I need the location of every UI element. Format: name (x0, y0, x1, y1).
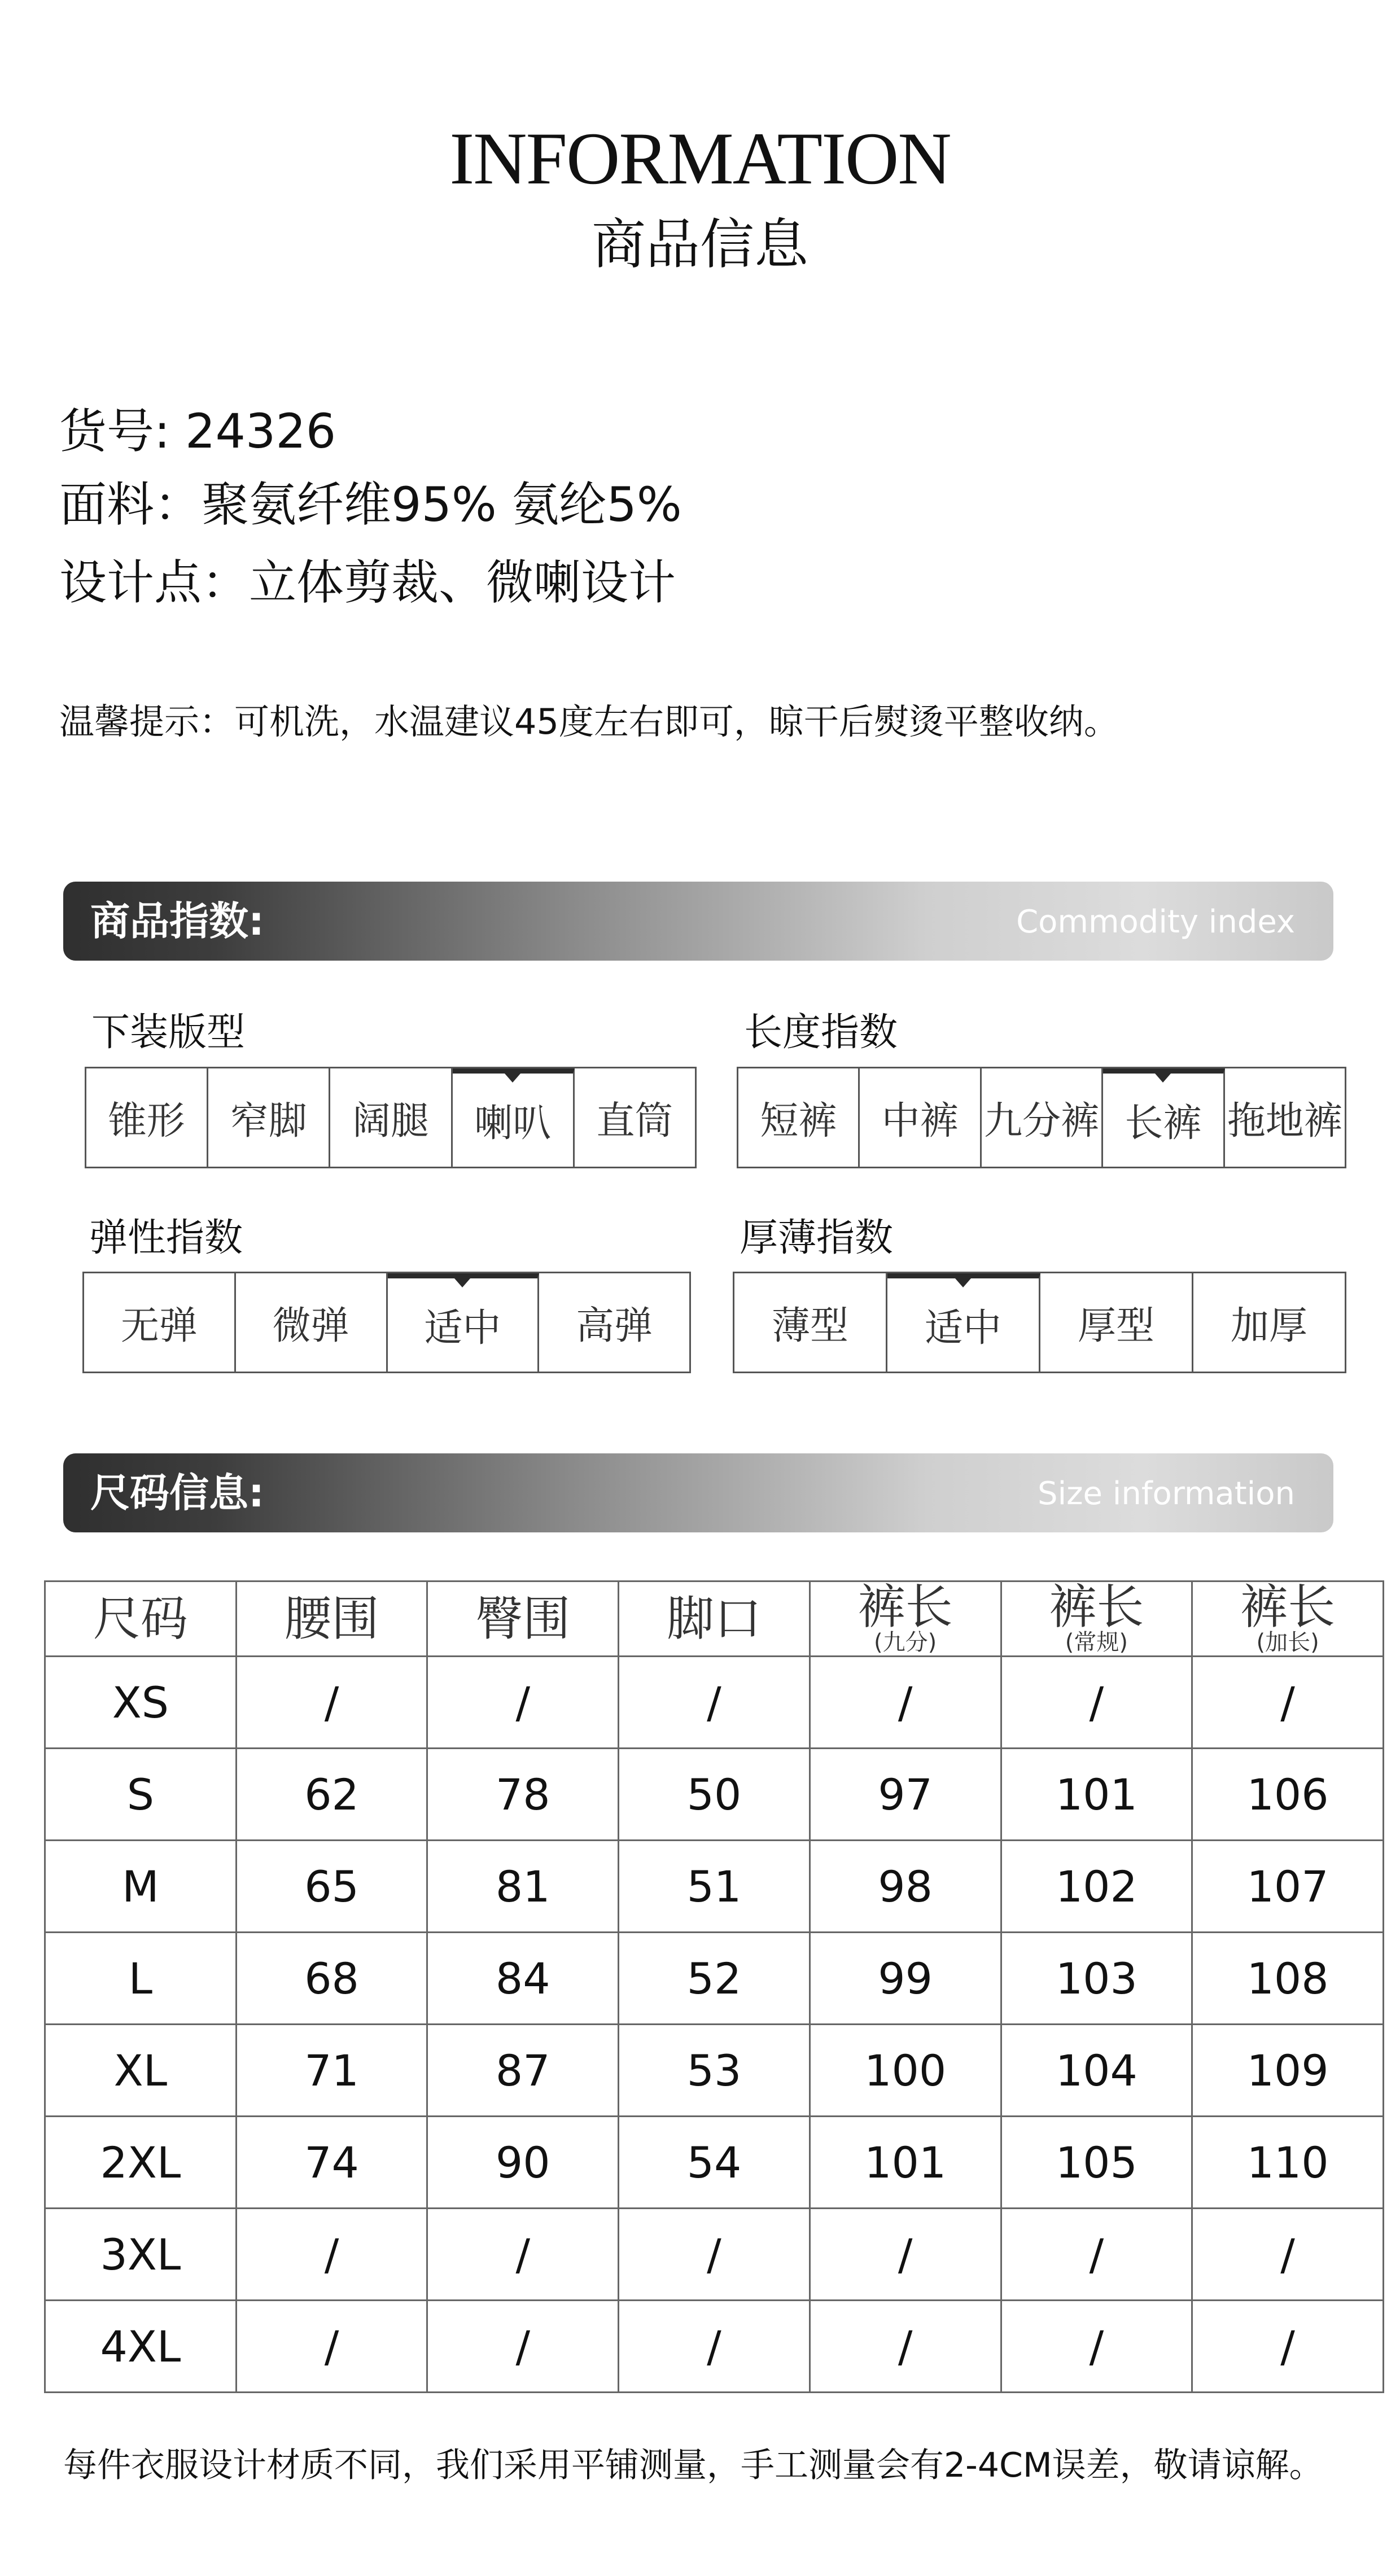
cell-hip: 87 (427, 2025, 619, 2117)
fit-options (85, 1067, 697, 1168)
header-waist (236, 1581, 427, 1657)
cell-length-long: 106 (1192, 1749, 1384, 1841)
header-hem (619, 1581, 810, 1657)
elasticity-options (82, 1272, 691, 1373)
option-fit-wide: 阔腿 (330, 1068, 452, 1167)
cell-length-regular: / (1001, 1657, 1192, 1749)
cell-length-long: 110 (1192, 2117, 1384, 2209)
thickness-options (733, 1272, 1346, 1373)
cell-length-long: 109 (1192, 2025, 1384, 2117)
cell-waist: 65 (236, 1841, 427, 1933)
cell-size: 2XL (45, 2117, 237, 2209)
table-row (45, 1657, 1384, 1749)
table-row (45, 2117, 1384, 2209)
cell-length-regular: 104 (1001, 2025, 1192, 2117)
product-fabric: 面料：聚氨纤维95% 氨纶5% (59, 477, 682, 532)
cell-hip: 84 (427, 1933, 619, 2025)
cell-waist: 62 (236, 1749, 427, 1841)
option-elastic-medium: 适中 (388, 1273, 540, 1372)
cell-length-ninth: / (810, 2209, 1001, 2301)
option-thickness-thin: 薄型 (734, 1273, 887, 1372)
cell-hip: 90 (427, 2117, 619, 2209)
size-table (44, 1580, 1384, 2393)
cell-size: XL (45, 2025, 237, 2117)
cell-length-regular: 101 (1001, 1749, 1192, 1841)
option-fit-tapered: 锥形 (86, 1068, 208, 1167)
table-row (45, 2301, 1384, 2393)
cell-hip: 78 (427, 1749, 619, 1841)
header-size (45, 1581, 237, 1657)
cell-hem: 53 (619, 2025, 810, 2117)
option-elastic-high: 高弹 (576, 1303, 653, 1348)
cell-length-long: 108 (1192, 1933, 1384, 2025)
cell-length-regular: / (1001, 2209, 1192, 2301)
size-info-banner (63, 1453, 1333, 1532)
cell-size: L (45, 1933, 237, 2025)
size-info-title: 尺码信息: (90, 1470, 264, 1516)
group-label-thickness: 厚薄指数 (740, 1216, 894, 1260)
option-length-shorts: 短裤 (738, 1068, 860, 1167)
cell-length-regular: 105 (1001, 2117, 1192, 2209)
page-title-cn: 商品信息 (592, 213, 808, 276)
commodity-index-title: 商品指数: (90, 898, 264, 944)
table-row (45, 2209, 1384, 2301)
header-length-long (1192, 1581, 1384, 1657)
cell-length-long: / (1192, 1657, 1384, 1749)
option-fit-straight: 直筒 (596, 1098, 673, 1144)
cell-length-long: / (1192, 2209, 1384, 2301)
cell-hem: 51 (619, 1841, 810, 1933)
header-length-regular-label: 裤长 (1049, 1579, 1144, 1635)
cell-hem: / (619, 2209, 810, 2301)
cell-hem: 50 (619, 1749, 810, 1841)
option-length-mid: 中裤 (860, 1068, 981, 1167)
cell-waist: / (236, 2301, 427, 2393)
header-hem-label: 脚口 (666, 1591, 762, 1646)
option-length-floor: 拖地裤 (1227, 1098, 1342, 1144)
option-thickness-medium: 适中 (887, 1273, 1040, 1372)
group-label-elasticity: 弹性指数 (89, 1216, 243, 1260)
care-tip: 温馨提示：可机洗，水温建议45度左右即可，晾干后熨烫平整收纳。 (59, 701, 1119, 742)
header-length-ninth-label: 裤长 (858, 1579, 953, 1635)
header-waist-label: 腰围 (284, 1591, 379, 1646)
table-row (45, 1749, 1384, 1841)
header-length-long-sub: (加长) (1256, 1629, 1319, 1655)
cell-length-ninth: 97 (810, 1749, 1001, 1841)
option-fit-flare: 喇叭 (453, 1068, 575, 1167)
header-length-regular (1001, 1581, 1192, 1657)
cell-length-ninth: / (810, 1657, 1001, 1749)
length-options (737, 1067, 1346, 1168)
cell-size: 4XL (45, 2301, 237, 2393)
cell-size: XS (45, 1657, 237, 1749)
cell-hem: / (619, 1657, 810, 1749)
header-length-long-label: 裤长 (1240, 1579, 1336, 1635)
cell-waist: / (236, 1657, 427, 1749)
cell-length-regular: 102 (1001, 1841, 1192, 1933)
cell-length-regular: 103 (1001, 1933, 1192, 2025)
header-length-ninth-sub: (九分) (874, 1629, 937, 1655)
cell-length-ninth: / (810, 2301, 1001, 2393)
option-elastic-none: 无弹 (84, 1273, 236, 1372)
option-elastic-slight: 微弹 (236, 1273, 388, 1372)
table-row (45, 1933, 1384, 2025)
cell-hip: / (427, 1657, 619, 1749)
group-label-length: 长度指数 (744, 1010, 898, 1055)
option-length-long: 长裤 (1103, 1068, 1224, 1167)
cell-waist: 71 (236, 2025, 427, 2117)
group-label-fit: 下装版型 (91, 1010, 246, 1055)
cell-hip: 81 (427, 1841, 619, 1933)
product-design: 设计点：立体剪裁、微喇设计 (59, 555, 676, 610)
cell-length-ninth: 98 (810, 1841, 1001, 1933)
cell-hip: / (427, 2301, 619, 2393)
cell-length-regular: / (1001, 2301, 1192, 2393)
header-length-regular-sub: (常规) (1065, 1629, 1128, 1655)
cell-length-long: 107 (1192, 1841, 1384, 1933)
cell-waist: 74 (236, 2117, 427, 2209)
option-thickness-extra: 加厚 (1230, 1303, 1307, 1348)
cell-length-long: / (1192, 2301, 1384, 2393)
cell-length-ninth: 100 (810, 2025, 1001, 2117)
commodity-index-subtitle: Commodity index (1016, 904, 1295, 940)
cell-size: S (45, 1749, 237, 1841)
cell-hem: 54 (619, 2117, 810, 2209)
header-hip (427, 1581, 619, 1657)
cell-waist: / (236, 2209, 427, 2301)
cell-hip: / (427, 2209, 619, 2301)
option-fit-narrow: 窄脚 (208, 1068, 330, 1167)
option-thickness-thick: 厚型 (1040, 1273, 1193, 1372)
cell-hem: / (619, 2301, 810, 2393)
header-size-label: 尺码 (93, 1591, 188, 1646)
cell-length-ninth: 99 (810, 1933, 1001, 2025)
cell-waist: 68 (236, 1933, 427, 2025)
size-info-subtitle: Size information (1038, 1475, 1295, 1512)
page-title-en: INFORMATION (449, 117, 951, 200)
header-length-ninth (810, 1581, 1001, 1657)
product-sku: 货号: 24326 (59, 404, 336, 459)
size-table-header-row (45, 1581, 1384, 1657)
table-row (45, 2025, 1384, 2117)
cell-size: 3XL (45, 2209, 237, 2301)
cell-hem: 52 (619, 1933, 810, 2025)
option-length-ninth: 九分裤 (982, 1068, 1103, 1167)
cell-length-ninth: 101 (810, 2117, 1001, 2209)
measurement-disclaimer: 每件衣服设计材质不同，我们采用平铺测量，手工测量会有2-4CM误差，敬请谅解。 (63, 2446, 1323, 2485)
cell-size: M (45, 1841, 237, 1933)
table-row (45, 1841, 1384, 1933)
commodity-index-banner (63, 882, 1333, 961)
header-hip-label: 臀围 (475, 1591, 571, 1646)
